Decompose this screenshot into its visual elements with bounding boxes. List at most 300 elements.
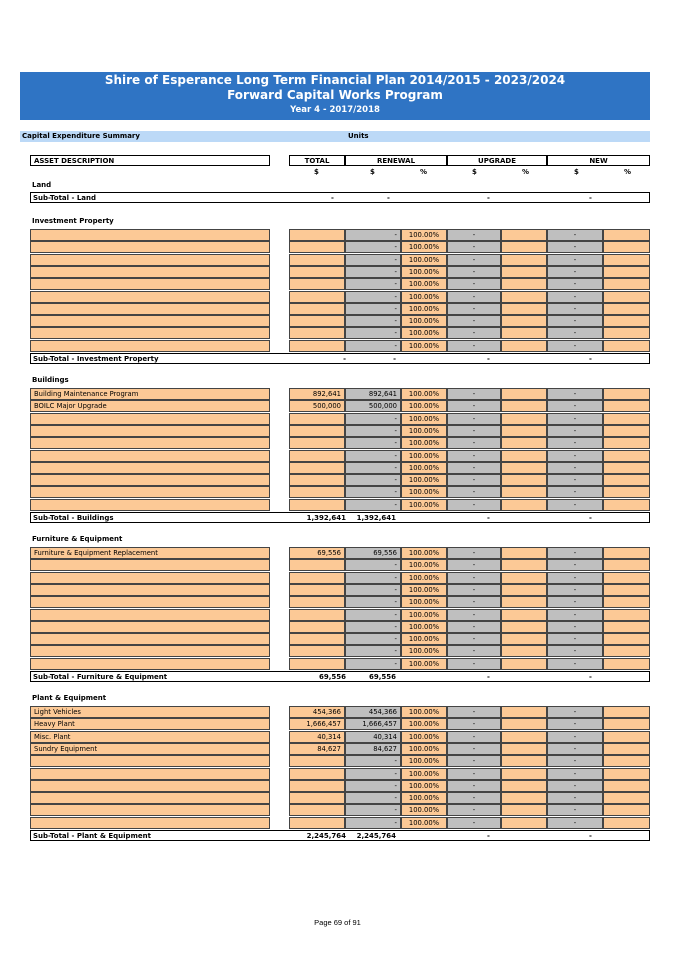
new-cell: - [547,241,603,253]
upgrade-percent-cell[interactable] [501,388,547,400]
total-cell[interactable] [289,645,345,657]
spacer-cell [270,413,289,425]
renewal-percent-cell[interactable]: 100.00% [401,425,447,437]
new-percent-cell[interactable] [603,780,650,792]
upgrade-percent-cell[interactable] [501,804,547,816]
renewal-cell: - [345,266,401,278]
asset-description-cell[interactable] [30,437,270,449]
asset-description-cell[interactable] [30,291,270,303]
table-row [30,718,650,730]
new-percent-cell[interactable] [603,658,650,670]
table-row [30,388,650,400]
subtotal-label: Sub-Total - Land [33,194,96,202]
renewal-cell: - [345,327,401,339]
new-percent-cell[interactable] [603,315,650,327]
spacer-cell [270,437,289,449]
renewal-percent-cell[interactable]: 100.00% [401,792,447,804]
new-percent-cell[interactable] [603,755,650,767]
report-title: Shire of Esperance Long Term Financial Plan 2014/2015 - 2023/2024 [104,73,566,87]
upgrade-percent-cell[interactable] [501,291,547,303]
subtotal-renewal: - [393,355,396,363]
spacer-cell [270,621,289,633]
renewal-percent-cell[interactable]: 100.00% [401,315,447,327]
renewal-percent-cell[interactable]: 100.00% [401,303,447,315]
upgrade-cell: - [447,645,501,657]
spacer-cell [270,241,289,253]
renewal-cell: - [345,645,401,657]
table-row [30,743,650,755]
asset-description-cell[interactable]: Heavy Plant [30,718,270,730]
total-cell[interactable] [289,266,345,278]
total-cell[interactable] [289,278,345,290]
renewal-percent-cell[interactable]: 100.00% [401,658,447,670]
asset-description-cell[interactable] [30,425,270,437]
new-percent-cell[interactable] [603,474,650,486]
asset-description-cell[interactable] [30,792,270,804]
upgrade-cell: - [447,400,501,412]
new-cell: - [547,731,603,743]
new-percent-cell[interactable] [603,303,650,315]
spacer-cell [270,254,289,266]
new-percent-cell[interactable] [603,340,650,352]
asset-description-cell[interactable] [30,572,270,584]
asset-description-cell[interactable] [30,755,270,767]
upgrade-percent-cell[interactable] [501,633,547,645]
asset-description-cell[interactable] [30,780,270,792]
renewal-percent-cell[interactable]: 100.00% [401,731,447,743]
total-cell[interactable] [289,327,345,339]
header-renewal-dollar: $ [370,168,375,176]
report-banner [20,72,650,120]
asset-description-cell[interactable] [30,266,270,278]
asset-description-cell[interactable] [30,621,270,633]
total-cell[interactable] [289,437,345,449]
new-percent-cell[interactable] [603,731,650,743]
renewal-percent-cell[interactable]: 100.00% [401,743,447,755]
upgrade-percent-cell[interactable] [501,315,547,327]
new-percent-cell[interactable] [603,229,650,241]
total-cell[interactable] [289,596,345,608]
upgrade-percent-cell[interactable] [501,780,547,792]
upgrade-percent-cell[interactable] [501,817,547,829]
upgrade-percent-cell[interactable] [501,731,547,743]
asset-description-cell[interactable] [30,254,270,266]
asset-description-cell[interactable] [30,658,270,670]
subtotal-row [30,353,650,364]
asset-description-cell[interactable] [30,450,270,462]
subtotal-row [30,830,650,841]
new-cell: - [547,413,603,425]
upgrade-percent-cell[interactable] [501,278,547,290]
new-percent-cell[interactable] [603,706,650,718]
table-row [30,755,650,767]
new-cell: - [547,780,603,792]
new-percent-cell[interactable] [603,743,650,755]
upgrade-percent-cell[interactable] [501,559,547,571]
total-cell[interactable]: 84,627 [289,743,345,755]
renewal-percent-cell[interactable]: 100.00% [401,450,447,462]
subtotal-renewal: 69,556 [368,673,396,681]
total-cell[interactable] [289,584,345,596]
renewal-percent-cell[interactable]: 100.00% [401,645,447,657]
new-percent-cell[interactable] [603,425,650,437]
asset-description-cell[interactable]: BOILC Major Upgrade [30,400,270,412]
renewal-percent-cell[interactable]: 100.00% [401,291,447,303]
asset-description-cell[interactable] [30,645,270,657]
new-percent-cell[interactable] [603,437,650,449]
total-cell[interactable] [289,792,345,804]
spacer-cell [270,547,289,559]
total-cell[interactable] [289,768,345,780]
spacer-cell [270,780,289,792]
renewal-cell: - [345,486,401,498]
upgrade-percent-cell[interactable] [501,462,547,474]
new-cell: - [547,315,603,327]
total-cell[interactable] [289,633,345,645]
total-cell[interactable]: 40,314 [289,731,345,743]
new-percent-cell[interactable] [603,817,650,829]
renewal-percent-cell[interactable]: 100.00% [401,817,447,829]
new-percent-cell[interactable] [603,609,650,621]
table-row [30,327,650,339]
upgrade-cell: - [447,743,501,755]
page-footer: Page 69 of 91 [314,918,361,927]
renewal-cell: - [345,804,401,816]
new-percent-cell[interactable] [603,572,650,584]
renewal-percent-cell[interactable]: 100.00% [401,462,447,474]
new-percent-cell[interactable] [603,584,650,596]
new-percent-cell[interactable] [603,792,650,804]
renewal-cell: - [345,658,401,670]
subtotal-new: - [589,514,592,522]
renewal-percent-cell[interactable]: 100.00% [401,388,447,400]
renewal-percent-cell[interactable]: 100.00% [401,718,447,730]
total-cell[interactable]: 454,366 [289,706,345,718]
asset-description-cell[interactable]: Light Vehicles [30,706,270,718]
asset-description-cell[interactable] [30,559,270,571]
renewal-percent-cell[interactable]: 100.00% [401,547,447,559]
renewal-cell: - [345,303,401,315]
total-cell[interactable] [289,315,345,327]
upgrade-percent-cell[interactable] [501,266,547,278]
asset-description-cell[interactable] [30,804,270,816]
asset-description-cell[interactable] [30,278,270,290]
upgrade-percent-cell[interactable] [501,474,547,486]
header-renewal: RENEWAL [345,155,447,166]
renewal-percent-cell[interactable]: 100.00% [401,499,447,511]
asset-description-cell[interactable] [30,609,270,621]
renewal-cell: - [345,278,401,290]
spacer-cell [270,609,289,621]
spacer-cell [270,486,289,498]
header-upgrade: UPGRADE [447,155,547,166]
asset-description-cell[interactable] [30,768,270,780]
upgrade-percent-cell[interactable] [501,499,547,511]
spacer-cell [270,645,289,657]
renewal-cell: - [345,817,401,829]
report-subtitle: Forward Capital Works Program [227,88,443,102]
total-cell[interactable] [289,229,345,241]
renewal-percent-cell[interactable]: 100.00% [401,780,447,792]
table-row [30,254,650,266]
spacer-cell [270,596,289,608]
asset-description-cell[interactable] [30,340,270,352]
new-percent-cell[interactable] [603,291,650,303]
subtotal-upgrade: - [487,832,490,840]
table-row [30,768,650,780]
upgrade-percent-cell[interactable] [501,755,547,767]
upgrade-percent-cell[interactable] [501,400,547,412]
asset-description-cell[interactable] [30,486,270,498]
upgrade-percent-cell[interactable] [501,621,547,633]
new-percent-cell[interactable] [603,645,650,657]
renewal-percent-cell[interactable]: 100.00% [401,474,447,486]
renewal-percent-cell[interactable]: 100.00% [401,340,447,352]
new-cell: - [547,706,603,718]
total-cell[interactable] [289,755,345,767]
spacer-cell [270,499,289,511]
spacer-cell [270,706,289,718]
renewal-cell: - [345,450,401,462]
upgrade-cell: - [447,241,501,253]
spacer-cell [270,633,289,645]
upgrade-percent-cell[interactable] [501,792,547,804]
upgrade-percent-cell[interactable] [501,596,547,608]
total-cell[interactable] [289,303,345,315]
total-cell[interactable] [289,658,345,670]
renewal-percent-cell[interactable]: 100.00% [401,229,447,241]
upgrade-cell: - [447,658,501,670]
total-cell[interactable] [289,609,345,621]
new-percent-cell[interactable] [603,241,650,253]
new-cell: - [547,645,603,657]
renewal-percent-cell[interactable]: 100.00% [401,266,447,278]
total-cell[interactable] [289,291,345,303]
section-title: Investment Property [32,217,114,225]
total-cell[interactable] [289,474,345,486]
new-percent-cell[interactable] [603,621,650,633]
total-cell[interactable] [289,462,345,474]
upgrade-percent-cell[interactable] [501,486,547,498]
upgrade-percent-cell[interactable] [501,547,547,559]
section-title: Furniture & Equipment [32,535,123,543]
upgrade-percent-cell[interactable] [501,340,547,352]
total-cell[interactable] [289,241,345,253]
summary-label: Capital Expenditure Summary [22,132,140,140]
renewal-percent-cell[interactable]: 100.00% [401,609,447,621]
header-new-percent: % [624,168,632,176]
total-cell[interactable]: 500,000 [289,400,345,412]
new-cell: - [547,621,603,633]
upgrade-cell: - [447,315,501,327]
upgrade-percent-cell[interactable] [501,768,547,780]
new-percent-cell[interactable] [603,559,650,571]
upgrade-percent-cell[interactable] [501,327,547,339]
asset-description-cell[interactable] [30,474,270,486]
renewal-percent-cell[interactable]: 100.00% [401,633,447,645]
renewal-percent-cell[interactable]: 100.00% [401,486,447,498]
renewal-cell: - [345,474,401,486]
new-percent-cell[interactable] [603,462,650,474]
new-cell: - [547,450,603,462]
total-cell[interactable]: 69,556 [289,547,345,559]
spacer-cell [270,425,289,437]
renewal-percent-cell[interactable]: 100.00% [401,596,447,608]
header-total-dollar: $ [314,168,319,176]
spacer-cell [270,792,289,804]
upgrade-cell: - [447,254,501,266]
table-row [30,266,650,278]
total-cell[interactable] [289,780,345,792]
total-cell[interactable]: 1,666,457 [289,718,345,730]
asset-description-cell[interactable]: Building Maintenance Program [30,388,270,400]
upgrade-cell: - [447,327,501,339]
new-percent-cell[interactable] [603,327,650,339]
new-percent-cell[interactable] [603,499,650,511]
asset-description-cell[interactable] [30,584,270,596]
new-percent-cell[interactable] [603,486,650,498]
new-cell: - [547,278,603,290]
header-upgrade-dollar: $ [472,168,477,176]
subtotal-row [30,671,650,682]
new-percent-cell[interactable] [603,400,650,412]
renewal-percent-cell[interactable]: 100.00% [401,254,447,266]
upgrade-percent-cell[interactable] [501,743,547,755]
upgrade-percent-cell[interactable] [501,572,547,584]
renewal-percent-cell[interactable]: 100.00% [401,437,447,449]
total-cell[interactable] [289,340,345,352]
renewal-percent-cell[interactable]: 100.00% [401,559,447,571]
table-row [30,596,650,608]
total-cell[interactable] [289,413,345,425]
new-percent-cell[interactable] [603,768,650,780]
spacer-cell [270,462,289,474]
asset-description-cell[interactable] [30,241,270,253]
renewal-cell: - [345,559,401,571]
new-cell: - [547,303,603,315]
asset-description-cell[interactable] [30,462,270,474]
total-cell[interactable] [289,450,345,462]
upgrade-cell: - [447,718,501,730]
renewal-percent-cell[interactable]: 100.00% [401,400,447,412]
new-percent-cell[interactable] [603,266,650,278]
renewal-cell: - [345,340,401,352]
upgrade-percent-cell[interactable] [501,425,547,437]
total-cell[interactable] [289,572,345,584]
new-percent-cell[interactable] [603,633,650,645]
renewal-percent-cell[interactable]: 100.00% [401,804,447,816]
upgrade-percent-cell[interactable] [501,645,547,657]
upgrade-percent-cell[interactable] [501,718,547,730]
renewal-cell: - [345,609,401,621]
new-percent-cell[interactable] [603,278,650,290]
asset-description-cell[interactable] [30,327,270,339]
renewal-percent-cell[interactable]: 100.00% [401,706,447,718]
asset-description-cell[interactable]: Misc. Plant [30,731,270,743]
new-percent-cell[interactable] [603,450,650,462]
new-cell: - [547,817,603,829]
asset-description-cell[interactable] [30,817,270,829]
table-row [30,817,650,829]
renewal-percent-cell[interactable]: 100.00% [401,241,447,253]
asset-description-cell[interactable] [30,499,270,511]
upgrade-cell: - [447,499,501,511]
new-cell: - [547,755,603,767]
new-cell: - [547,547,603,559]
subtotal-upgrade: - [487,514,490,522]
total-cell[interactable] [289,559,345,571]
asset-description-cell[interactable] [30,596,270,608]
renewal-percent-cell[interactable]: 100.00% [401,413,447,425]
table-row [30,609,650,621]
upgrade-percent-cell[interactable] [501,254,547,266]
renewal-cell: - [345,792,401,804]
renewal-percent-cell[interactable]: 100.00% [401,278,447,290]
new-percent-cell[interactable] [603,804,650,816]
upgrade-percent-cell[interactable] [501,609,547,621]
spacer-cell [270,315,289,327]
total-cell[interactable] [289,486,345,498]
total-cell[interactable] [289,254,345,266]
asset-description-cell[interactable] [30,315,270,327]
renewal-cell: 892,641 [345,388,401,400]
spacer-cell [270,731,289,743]
renewal-percent-cell[interactable]: 100.00% [401,755,447,767]
renewal-percent-cell[interactable]: 100.00% [401,572,447,584]
upgrade-percent-cell[interactable] [501,706,547,718]
upgrade-percent-cell[interactable] [501,303,547,315]
new-cell: - [547,425,603,437]
asset-description-cell[interactable] [30,229,270,241]
renewal-percent-cell[interactable]: 100.00% [401,621,447,633]
renewal-percent-cell[interactable]: 100.00% [401,327,447,339]
new-percent-cell[interactable] [603,547,650,559]
new-percent-cell[interactable] [603,388,650,400]
asset-description-cell[interactable]: Sundry Equipment [30,743,270,755]
upgrade-percent-cell[interactable] [501,450,547,462]
new-percent-cell[interactable] [603,413,650,425]
table-row [30,462,650,474]
upgrade-percent-cell[interactable] [501,413,547,425]
upgrade-percent-cell[interactable] [501,658,547,670]
renewal-percent-cell[interactable]: 100.00% [401,584,447,596]
new-percent-cell[interactable] [603,254,650,266]
asset-description-cell[interactable] [30,633,270,645]
summary-bar [20,131,650,142]
upgrade-percent-cell[interactable] [501,584,547,596]
upgrade-cell: - [447,303,501,315]
renewal-cell: - [345,621,401,633]
total-cell[interactable] [289,499,345,511]
total-cell[interactable]: 892,641 [289,388,345,400]
asset-description-cell[interactable]: Furniture & Equipment Replacement [30,547,270,559]
asset-description-cell[interactable] [30,303,270,315]
renewal-percent-cell[interactable]: 100.00% [401,768,447,780]
asset-description-cell[interactable] [30,413,270,425]
upgrade-percent-cell[interactable] [501,437,547,449]
total-cell[interactable] [289,425,345,437]
total-cell[interactable] [289,804,345,816]
spacer-cell [270,559,289,571]
new-percent-cell[interactable] [603,718,650,730]
new-percent-cell[interactable] [603,596,650,608]
upgrade-percent-cell[interactable] [501,241,547,253]
total-cell[interactable] [289,817,345,829]
table-row [30,621,650,633]
upgrade-percent-cell[interactable] [501,229,547,241]
total-cell[interactable] [289,621,345,633]
table-row [30,425,650,437]
